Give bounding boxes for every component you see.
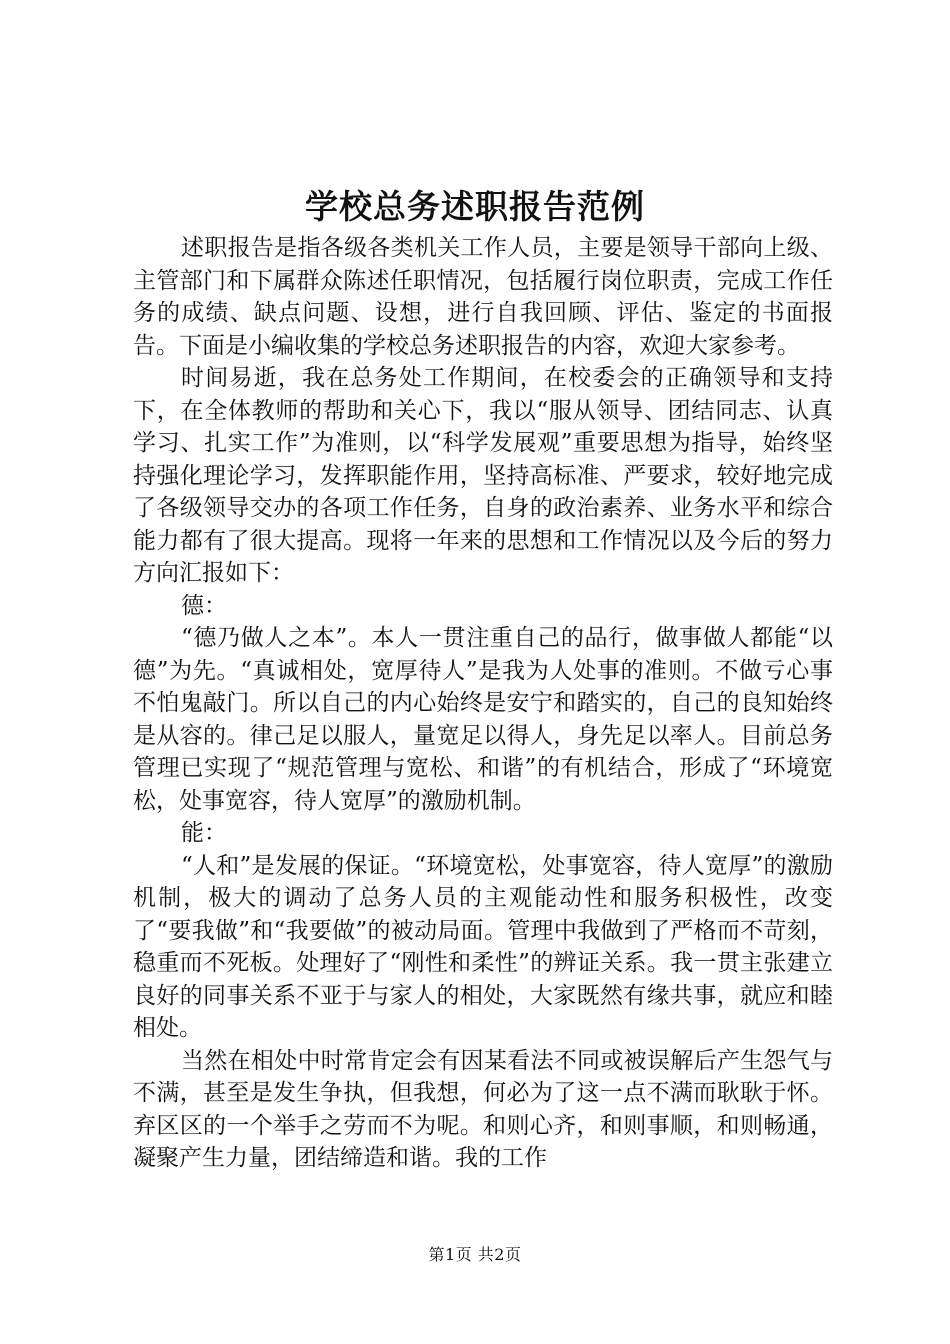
- section-heading-de: 德：: [181, 592, 227, 619]
- paragraph-intro: 述职报告是指各级各类机关工作人员，主要是领导干部向上级、主管部门和下属群众陈述任职情况，包括履行岗位职责，完成工作任务的成绩、缺点问题、设想，进行自我回顾、评估、鉴定的书面报告。下面是小编收集的学校总务述职报告的内容，欢迎大家参考。: [133, 235, 833, 359]
- paragraph-overview: 时间易逝，我在总务处工作期间，在校委会的正确领导和支持下，在全体教师的帮助和关心下，我以“服从领导、团结同志、认真学习、扎实工作”为准则，以“科学发展观”重要思想为指导，始终坚持强化理论学习，发挥职能作用，坚持高标准、严要求，较好地完成了各级领导交办的各项工作任务，自身的政治素养、业务水平和综合能力都有了很大提高。现将一年来的思想和工作情况以及今后的努力方向汇报如下：: [133, 365, 833, 586]
- page-footer: 第1页 共2页: [428, 1245, 522, 1264]
- paragraph-neng: “人和”是发展的保证。“环境宽松，处事宽容，待人宽厚”的激励机制，极大的调动了总务人员的主观能动性和服务积极性，改变了“要我做”和“我要做”的被动局面。管理中我做到了严格而不苛刻，稳重而不死板。处理好了“刚性和柔性”的辨证关系。我一贯主张建立良好的同事关系不亚于与家人的相处，大家既然有缘共事，就应和睦相处。: [133, 852, 833, 1041]
- section-heading-neng: 能：: [181, 820, 227, 846]
- document-body: [133, 232, 833, 1175]
- paragraph-de: “德乃做人之本”。本人一贯注重自己的品行，做事做人都能“以德”为先。“真诚相处，宽厚待人”是我为人处事的准则。不做亏心事不怕鬼敲门。所以自己的内心始终是安宁和踏实的，自己的良知始终是从容的。律己足以服人，量宽足以得人，身先足以率人。目前总务管理已实现了“规范管理与宽松、和谐”的有机结合，形成了“环境宽松，处事宽容，待人宽厚”的激励机制。: [133, 625, 833, 814]
- document-title: 学校总务述职报告范例: [305, 187, 645, 226]
- paragraph-harmony: 当然在相处中时常肯定会有因某看法不同或被误解后产生怨气与不满，甚至是发生争执，但我想，何必为了这一点不满而耿耿于怀。弃区区的一个举手之劳而不为呢。和则心齐，和则事顺，和则畅通，凝聚产生力量，团结缔造和谐。我的工作: [133, 1047, 833, 1171]
